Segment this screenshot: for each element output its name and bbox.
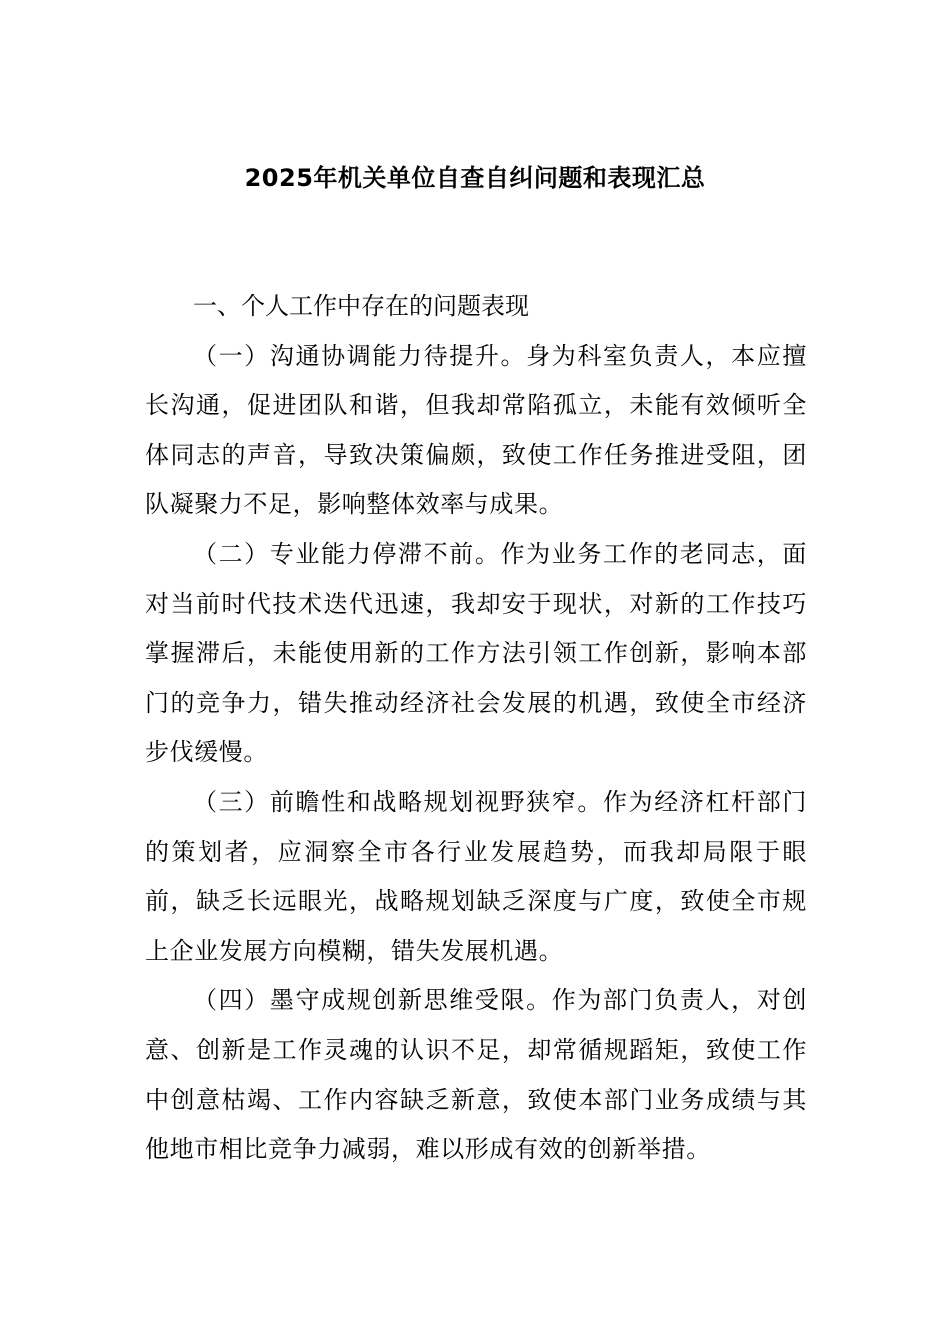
paragraph-professional-skill: （二）专业能力停滞不前。作为业务工作的老同志，面对当前时代技术迭代迅速，我却安于现状，对新的工作技巧掌握滞后，未能使用新的工作方法引领工作创新，影响本部门的竞争力，错失推动经济社会发展的机遇，致使全市经济步伐缓慢。 bbox=[145, 539, 807, 767]
document-title: 2025年机关单位自查自纠问题和表现汇总 bbox=[244, 164, 706, 192]
section-heading: 一、个人工作中存在的问题表现 bbox=[193, 292, 529, 320]
document-body bbox=[145, 282, 807, 1175]
paragraph-strategic-planning: （三）前瞻性和战略规划视野狭窄。作为经济杠杆部门的策划者，应洞察全市各行业发展趋势，而我却局限于眼前，缺乏长远眼光，战略规划缺乏深度与广度，致使全市规上企业发展方向模糊，错失发展机遇。 bbox=[145, 787, 807, 965]
paragraph-innovation: （四）墨守成规创新思维受限。作为部门负责人，对创意、创新是工作灵魂的认识不足，却常循规蹈矩，致使工作中创意枯竭、工作内容缺乏新意，致使本部门业务成绩与其他地市相比竞争力减弱，难以形成有效的创新举措。 bbox=[145, 986, 807, 1164]
paragraph-communication: （一）沟通协调能力待提升。身为科室负责人，本应擅长沟通，促进团队和谐，但我却常陷孤立，未能有效倾听全体同志的声音，导致决策偏颇，致使工作任务推进受阻，团队凝聚力不足，影响整体效率与成果。 bbox=[145, 341, 807, 519]
